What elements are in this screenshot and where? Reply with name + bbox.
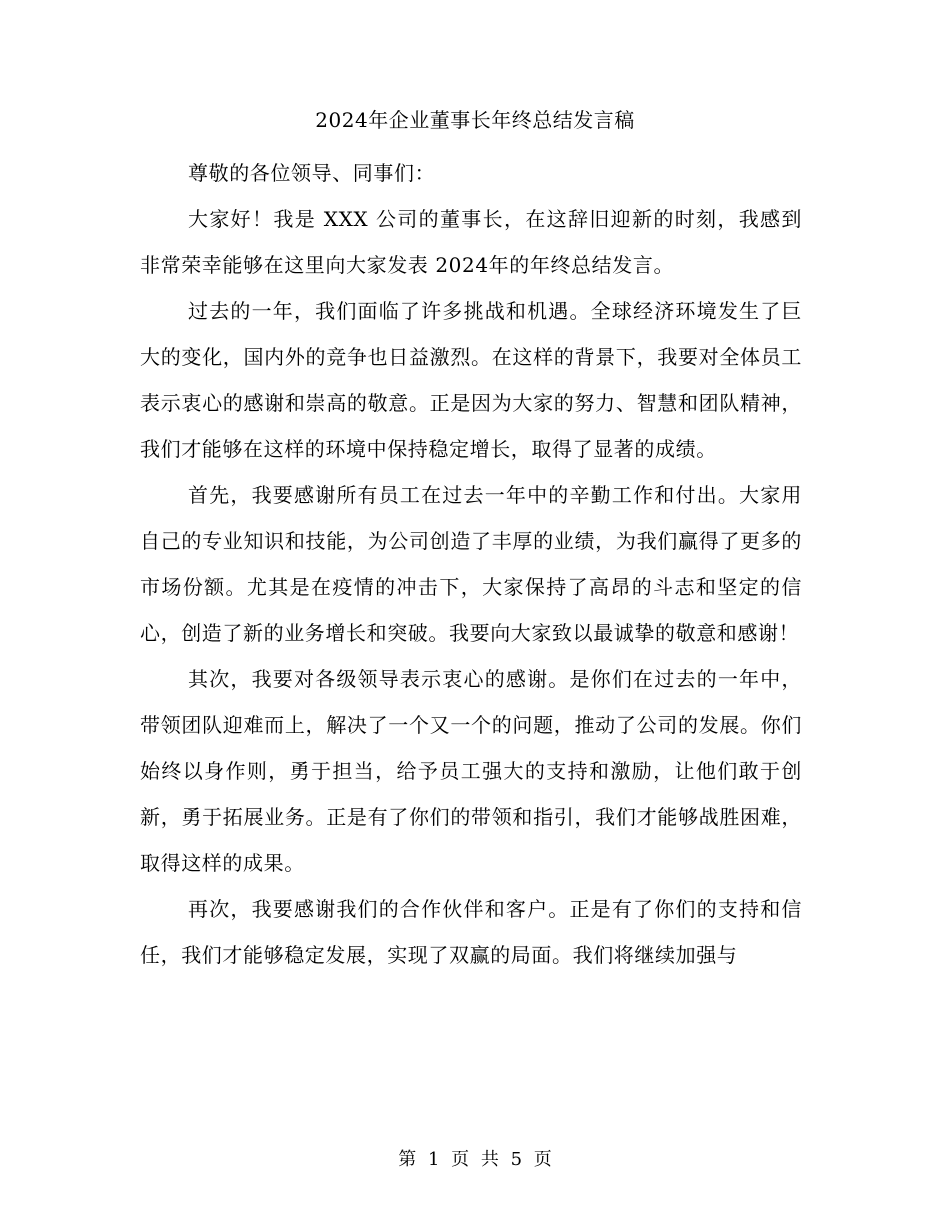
paragraph-thanks-partners: 再次，我要感谢我们的合作伙伴和客户。正是有了你们的支持和信任，我们才能够稳定发展，实现了双赢的局面。我们将继续加强与 [140, 897, 802, 967]
page-number-footer: 第 1 页 共 5 页 [398, 1149, 552, 1170]
document-body [140, 150, 802, 978]
paragraph-past-year: 过去的一年，我们面临了许多挑战和机遇。全球经济环境发生了巨大的变化，国内外的竞争也日益激烈。在这样的背景下，我要对全体员工表示衷心的感谢和崇高的敬意。正是因为大家的努力、智慧和团队精神，我们才能够在这样的环境中保持稳定增长，取得了显著的成绩。 [140, 299, 802, 461]
paragraph-thanks-leaders: 其次，我要对各级领导表示衷心的感谢。是你们在过去的一年中，带领团队迎难而上，解决了一个又一个的问题，推动了公司的发展。你们始终以身作则，勇于担当，给予员工强大的支持和激励，让他们敢于创新，勇于拓展业务。正是有了你们的带领和指引，我们才能够战胜困难，取得这样的成果。 [140, 667, 802, 875]
paragraph-salutation: 尊敬的各位领导、同事们： [188, 161, 436, 185]
paragraph-thanks-employees: 首先，我要感谢所有员工在过去一年中的辛勤工作和付出。大家用自己的专业知识和技能，为公司创造了丰厚的业绩，为我们赢得了更多的市场份额。尤其是在疫情的冲击下，大家保持了高昂的斗志和坚定的信心，创造了新的业务增长和突破。我要向大家致以最诚挚的敬意和感谢！ [140, 483, 802, 645]
document-title: 2024年企业董事长年终总结发言稿 [315, 108, 635, 132]
paragraph-greeting: 大家好！我是 XXX 公司的董事长，在这辞旧迎新的时刻，我感到非常荣幸能够在这里向大家发表 2024年的年终总结发言。 [140, 207, 802, 277]
